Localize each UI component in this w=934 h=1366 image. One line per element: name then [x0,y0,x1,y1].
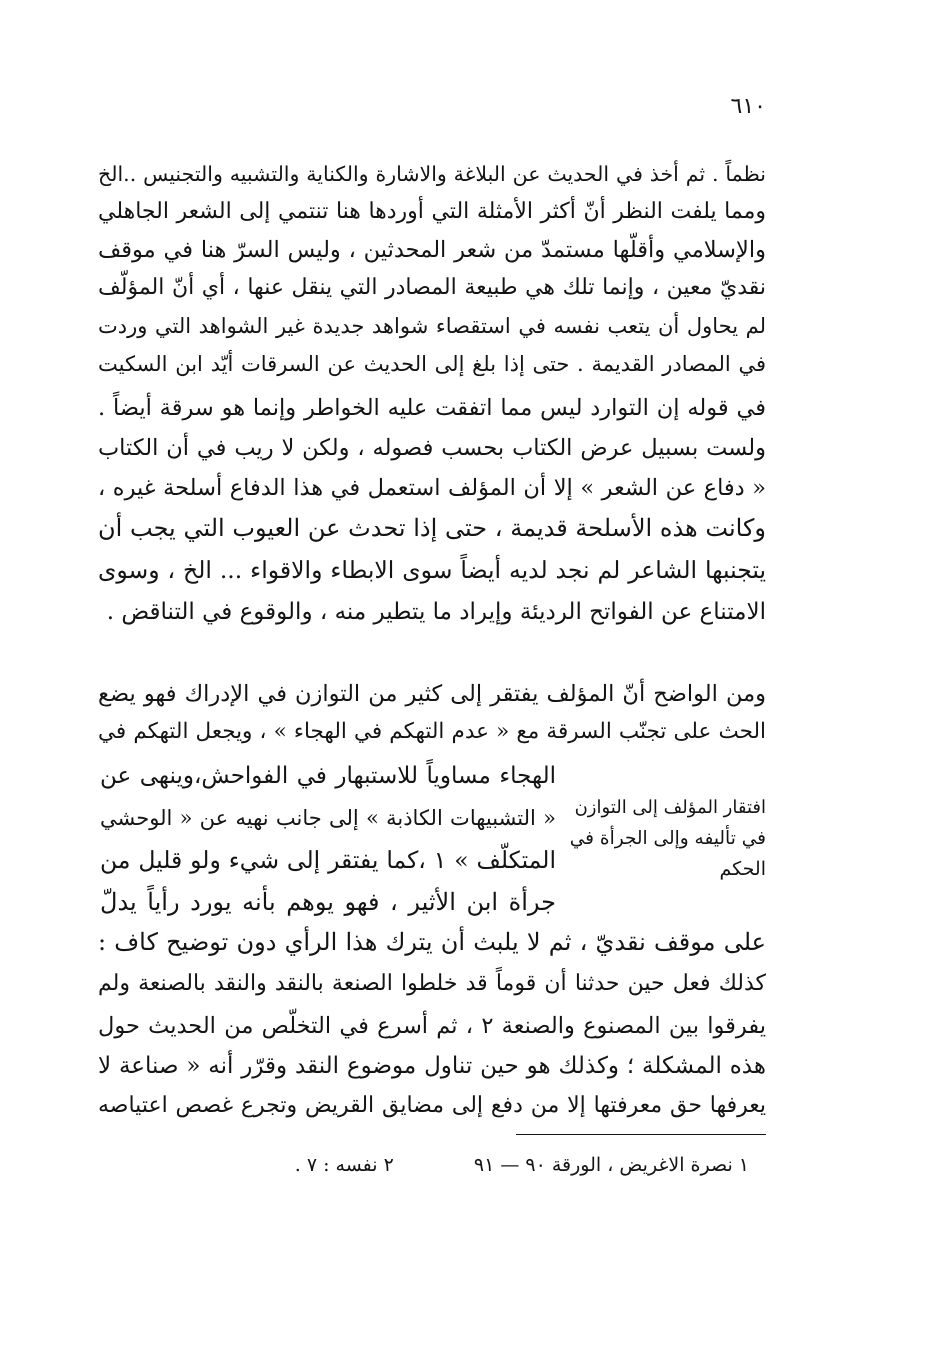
paragraph-line: يفرقوا بين المصنوع والصنعة ٢ ، ثم أسرع في التخلّص من الحديث حول [98,1013,766,1039]
footnote-divider [516,1134,766,1135]
margin-note [570,792,766,885]
paragraph-line: « دفاع عن الشعر » إلا أن المؤلف استعمل في هذا الدفاع أسلحة غيره ، [98,475,766,501]
paragraph-line: لم يحاول أن يتعب نفسه في استقصاء شواهد جديدة غير الشواهد التي وردت [98,314,766,338]
paragraph-line: الامتناع عن الفواتح الرديئة وإيراد ما يتطير منه ، والوقوع في التناقض . [106,599,766,625]
paragraph-line: هذه المشكلة ؛ وكذلك هو حين تناول موضوع النقد وقرّر أنه « صناعة لا [98,1053,766,1079]
footnote-1: ١ نصرة الاغريض ، الورقة ٩٠ — ٩١ [473,1154,749,1176]
margin-note-line: الحكم [719,858,766,880]
paragraph-line: نظماً . ثم أخذ في الحديث عن البلاغة والاشارة والكناية والتشبيه والتجنيس ..الخ [98,162,766,186]
paragraph-line: الحث على تجنّب السرقة مع « عدم التهكم في الهجاء » ، ويجعل التهكم في [98,719,766,744]
paragraph-line: يعرفها حق معرفتها إلا من دفع إلى مضايق القريض وتجرع غصص اعتياصه [98,1093,766,1118]
footnote-2: ٢ نفسه : ٧ . [294,1154,394,1176]
paragraph-line: المتكلّف » ١ ،كما يفتقر إلى شيء ولو قليل من [100,846,556,874]
page-number: ٦١٠ [730,94,766,119]
paragraph-line: في المصادر القديمة . حتى إذا بلغ إلى الحديث عن السرقات أيّد ابن السكيت [98,352,766,376]
paragraph-line: الهجاء مساوياً للاستبهار في الفواحش،وينهى عن [100,763,556,789]
paragraph-line: ومن الواضح أنّ المؤلف يفتقر إلى كثير من التوازن في الإدراك فهو يضع [98,681,766,707]
paragraph-line: « التشبيهات الكاذبة » إلى جانب نهيه عن « الوحشي [100,806,556,830]
paragraph-line: يتجنبها الشاعر لم نجد لديه أيضاً سوى الابطاء والاقواء ... الخ ، وسوى [98,556,766,584]
paragraph-line: وكانت هذه الأسلحة قديمة ، حتى إذا تحدث عن العيوب التي يجب أن [98,514,766,542]
paragraph-line: في قوله إن التوارد ليس مما اتفقت عليه الخواطر وإنما هو سرقة أيضاً . [98,395,766,421]
paragraph-line: كذلك فعل حين حدثنا أن قوماً قد خلطوا الصنعة بالنقد والنقد بالصنعة ولم [98,971,766,996]
footnotes [295,1150,749,1180]
margin-note-line: في تأليفه وإلى الجرأة في [569,828,766,849]
margin-note-line: افتقار المؤلف إلى التوازن [574,797,766,818]
paragraph-line: نقديّ معين ، وإنما تلك هي طبيعة المصادر التي ينقل عنها ، أي أنّ المؤلّف [98,275,766,300]
paragraph-line: ومما يلفت النظر أنّ أكثر الأمثلة التي أوردها هنا تنتمي إلى الشعر الجاهلي [98,199,766,224]
paragraph-line: ولست بسبيل عرض الكتاب بحسب فصوله ، ولكن لا ريب في أن الكتاب [98,435,766,461]
paragraph-line: جرأة ابن الأثير ، فهو يوهم بأنه يورد رأياً يدلّ [100,888,556,916]
paragraph-line: على موقف نقديّ ، ثم لا يلبث أن يترك هذا الرأي دون توضيح كاف : [98,928,766,956]
paragraph-line: والإسلامي وأقلّها مستمدّ من شعر المحدثين ، وليس السرّ هنا في موقف [98,237,766,263]
